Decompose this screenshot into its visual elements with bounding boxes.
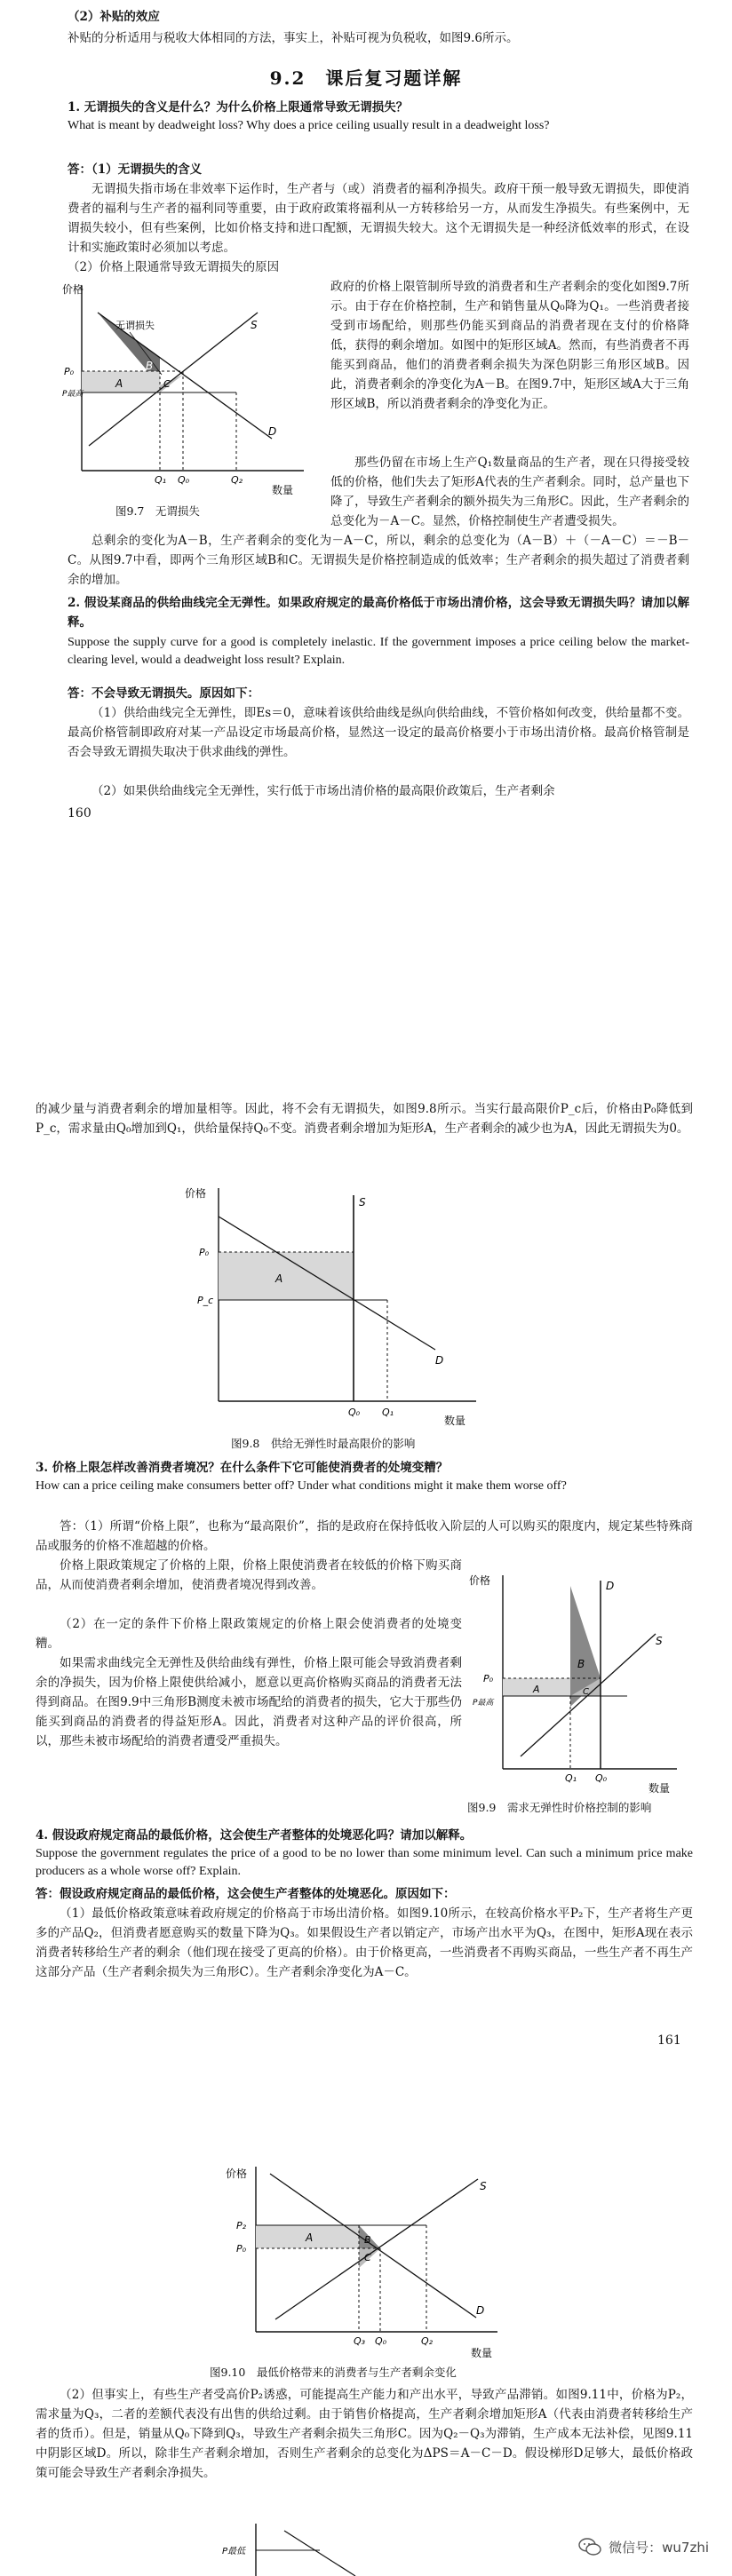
q1-answer-p2a: 政府的价格上限管制所导致的消费者和生产者剩余的变化如图9.7所示。由于存在价格控制，生产和销售量从Q₀降为Q₁。一些消费者接受到市场配给，则那些仍能买到商品的消费者现在支付的价格降低，获得的剩余增加。如图中的矩形区域A。然而，有些消费者不再能买到商品，他们的消费者剩余损失为深色阴影三角形区域B。因此，消费者剩余的净变化为A－B。在图9.7中，矩形区域A大于三角形区域B，所以消费者剩余的净变化为正。 bbox=[330, 280, 689, 411]
figure-9-8 bbox=[178, 1174, 497, 1431]
subsidy-text: 补贴的分析适用与税收大体相同的方法，事实上，补贴可视为负税收，如图9.6所示。 bbox=[68, 31, 519, 45]
fig97-caption: 图9.7 无谓损失 bbox=[115, 504, 200, 518]
fig99-q1: Q₁ bbox=[565, 1772, 577, 1784]
q2-answer-heading: 答：不会导致无谓损失。原因如下： bbox=[68, 686, 259, 701]
q4-question-en: Suppose the government regulates the price of a good to be no lower than some minimum level. Can such a minimum price make producers as a whole worse off? Explain. bbox=[36, 1847, 693, 1878]
fig99-a: A bbox=[533, 1684, 540, 1695]
watermark bbox=[578, 2537, 709, 2556]
page-161 bbox=[0, 1092, 732, 2131]
q1-answer-sub2: （2）价格上限通常导致无谓损失的原因 bbox=[68, 260, 280, 274]
q2-answer-p2: （2）如果供给曲线完全无弹性，实行低于市场出清价格的最高限价政策后，生产者剩余 bbox=[92, 784, 555, 798]
page-number-160: 160 bbox=[68, 806, 92, 820]
fig98-pc: P_c bbox=[197, 1295, 214, 1306]
fig910-caption: 图9.10 最低价格带来的消费者与生产者剩余变化 bbox=[210, 2366, 457, 2379]
q3-question-en: How can a price ceiling make consumers better off? Under what conditions might it make them worse off? bbox=[36, 1479, 567, 1493]
watermark-text: 微信号：wu7zhi bbox=[609, 2539, 709, 2556]
fig910-d: D bbox=[476, 2304, 485, 2317]
page-162 bbox=[0, 2158, 732, 2576]
fig910-a: A bbox=[306, 2231, 314, 2244]
section-title: 9.2 课后复习题详解 bbox=[269, 67, 463, 89]
fig99-xlabel: 数量 bbox=[648, 1782, 671, 1795]
fig99-q0: Q₀ bbox=[595, 1772, 608, 1784]
q2-answer-continued: 的减少量与消费者剩余的增加量相等。因此，将不会有无谓损失，如图9.8所示。当实行最高限价P_c后，价格由P₀降低到P_c，需求量由Q₀增加到Q₁，供给量保持Q₀不变。消费者剩余增加为矩形A，生产者剩余的减少也为A，因此无谓损失为0。 bbox=[36, 1102, 693, 1136]
fig910-q3: Q₃ bbox=[354, 2335, 366, 2347]
fig910-p0: P₀ bbox=[236, 2243, 247, 2255]
fig98-ylabel: 价格 bbox=[185, 1187, 207, 1200]
fig910-q0: Q₀ bbox=[375, 2335, 387, 2347]
fig98-xlabel: 数量 bbox=[444, 1415, 466, 1427]
fig97-xlabel: 数量 bbox=[272, 484, 294, 496]
q1-question-en: What is meant by deadweight loss? Why does a price ceiling usually result in a deadweight loss? bbox=[68, 119, 550, 132]
q3-answer-p4: 如果需求曲线完全无弹性及供给曲线有弹性，价格上限可能会导致消费者剩余的净损失，因为价格上限使供给减小，愿意以更高价格购买商品的消费者无法得到商品。在图9.9中三角形B测度未被市场配给的消费者的损失，它大于那些仍能买到商品的消费者的得益矩形A。因此，消费者对这种产品的评价很高，所以，那些未被市场配给的消费者遭受严重损失。 bbox=[36, 1656, 462, 1748]
fig98-d: D bbox=[435, 1354, 444, 1367]
q1-answer-p2b: 那些仍留在市场上生产Q₁数量商品的生产者，现在只得接受较低的价格，他们失去了矩形A代表的生产者剩余。同时，总产量也下降了，导致生产者剩余的额外损失为三角形C。因此，生产者剩余的总变化为－A－C。显然，价格控制使生产者遭受损失。 bbox=[330, 456, 689, 528]
fig99-d: D bbox=[606, 1580, 615, 1592]
wechat-icon bbox=[578, 2537, 601, 2556]
fig97-pmax: P最高 bbox=[62, 390, 84, 399]
q1-question: 1. 无谓损失的含义是什么？为什么价格上限通常导致无谓损失？ bbox=[68, 100, 409, 115]
fig99-caption: 图9.9 需求无弹性时价格控制的影响 bbox=[467, 1801, 652, 1814]
figure-9-10 bbox=[213, 2158, 515, 2367]
area-a bbox=[219, 1252, 354, 1300]
fig98-s: S bbox=[359, 1196, 366, 1209]
demand-curve bbox=[284, 2531, 355, 2576]
fig97-p0: P₀ bbox=[64, 366, 75, 377]
page-number-161: 161 bbox=[657, 2033, 681, 2048]
page-160 bbox=[0, 0, 732, 1039]
fig97-q1: Q₁ bbox=[155, 474, 167, 486]
fig98-q0: Q₀ bbox=[348, 1407, 361, 1418]
q1-answer-p1: 无谓损失指市场在非效率下运作时，生产者与（或）消费者的福利净损失。政府干预一般导致无谓损失，即使消费者的福利与生产者的福利同等重要，由于政府政策将福利从一方转移给另一方，从而发生净损失。有些案例中，无谓损失较小，但有些案例，比如价格支持和进口配额，无谓损失较大。这个无谓损失是一种经济低效率的形式，在设计和实施政策时必须加以考虑。 bbox=[68, 182, 689, 255]
q3-answer-p3: （2）在一定的条件下价格上限政策规定的价格上限会使消费者的处境变糟。 bbox=[36, 1617, 462, 1651]
q4-answer-heading: 答：假设政府规定商品的最低价格，这会使生产者整体的处境恶化。原因如下： bbox=[36, 1887, 456, 1901]
fig98-q1: Q₁ bbox=[382, 1407, 394, 1418]
q1-answer-p2c: 总剩余的变化为A－B，生产者剩余的变化为－A－C，所以，剩余的总变化为（A－B）＋（－A－C）＝－B－C。从图9.7中看，即两个三角形区域B和C。无谓损失是价格控制造成的低效率；生产者剩余的损失超过了消费者剩余的增加。 bbox=[68, 534, 689, 587]
figure-9-11-partial bbox=[213, 2515, 391, 2576]
q2-answer-p1: （1）供给曲线完全无弹性，即Es＝0，意味着该供给曲线是纵向供给曲线，不管价格如何改变，供给量都不变。最高价格管制即政府对某一产品设定市场最高价格，显然这一设定的最高价格要小于市场出清价格。最高价格管制是否会导致无谓损失取决于供求曲线的弹性。 bbox=[68, 706, 689, 759]
subsidy-heading: （2）补贴的效应 bbox=[68, 10, 160, 24]
fig910-c: C bbox=[364, 2252, 371, 2263]
fig97-b: B bbox=[146, 360, 154, 372]
q2-question-en: Suppose the supply curve for a good is completely inelastic. If the government imposes a price ceiling below the market-clearing level, would a deadweight loss result? Explain. bbox=[68, 636, 689, 667]
q3-answer-p2: 价格上限政策规定了价格的上限，价格上限使消费者在较低的价格下购买商品，从而使消费者剩余增加，使消费者境况得到改善。 bbox=[36, 1558, 462, 1592]
fig99-b: B bbox=[577, 1658, 585, 1670]
fig97-c: C bbox=[163, 378, 171, 390]
fig910-s: S bbox=[480, 2180, 487, 2192]
fig911-pmin: P最低 bbox=[222, 2547, 246, 2556]
fig910-ylabel: 价格 bbox=[226, 2168, 248, 2180]
fig98-p0: P₀ bbox=[199, 1247, 210, 1258]
fig99-c: C bbox=[583, 1687, 589, 1697]
fig99-pmax: P最高 bbox=[473, 1699, 494, 1708]
q2-question: 2. 假设某商品的供给曲线完全无弹性。如果政府规定的最高价格低于市场出清价格，这会导致无谓损失吗？请加以解释。 bbox=[68, 596, 689, 630]
figure-9-9 bbox=[467, 1559, 698, 1799]
fig910-q2: Q₂ bbox=[421, 2335, 434, 2347]
q3-question: 3. 价格上限怎样改善消费者境况？在什么条件下它可能使消费者的处境变糟？ bbox=[36, 1461, 449, 1475]
q4-question: 4. 假设政府规定商品的最低价格，这会使生产者整体的处境恶化吗？请加以解释。 bbox=[36, 1828, 473, 1843]
fig99-ylabel: 价格 bbox=[469, 1574, 491, 1587]
q4-answer-p2: （2）但事实上，有些生产者受高价P₂诱惑，可能提高生产能力和产出水平，导致产品滞销。如图9.11中，价格为P₂，需求量为Q₃，二者的差额代表没有出售的供给过剩。由于销售价格提高，生产者剩余增加矩形A（代表由消费者转移给生产者的货币）。但是，销量从Q₀下降到Q₃，导致生产者剩余损失三角形C。因为Q₂－Q₃为滞销，生产成本无法补偿，见图9.11中阴影区域D。所以，除非生产者剩余增加，否则生产者剩余的总变化为ΔPS＝A－C－D。假设梯形D足够大，最低价格政策可能会导致生产者剩余净损失。 bbox=[36, 2388, 693, 2480]
fig97-s: S bbox=[251, 319, 258, 331]
q3-answer-p1: 答：（1）所谓“价格上限”，也称为“最高限价”，指的是政府在保持低收入阶层的人可以购买的限度内，规定某些特殊商品或服务的价格不准超越的价格。 bbox=[36, 1519, 693, 1553]
fig98-a: A bbox=[275, 1272, 283, 1285]
fig99-p0: P₀ bbox=[483, 1673, 494, 1684]
fig97-a: A bbox=[115, 377, 123, 390]
fig99-s: S bbox=[656, 1635, 663, 1647]
fig97-q0: Q₀ bbox=[178, 474, 190, 486]
fig910-p2: P₂ bbox=[236, 2220, 247, 2231]
fig97-ylabel: 价格 bbox=[62, 283, 84, 296]
fig97-q2: Q₂ bbox=[231, 474, 243, 486]
q4-answer-p1: （1）最低价格政策意味着政府规定的价格高于市场出清价格。如图9.10所示，在较高价格水平P₂下，生产者将生产更多的产品Q₂，但消费者愿意购买的数量下降为Q₃。如果假设生产者以销定产，市场产出水平为Q₃，在图中，矩形A现在表示消费者转移给生产者的剩余（他们现在接受了更高的价格）。由于价格更高，一些消费者不再购买商品，一些生产者不再生产这部分产品（生产者剩余损失为三角形C）。生产者剩余净变化为A－C。 bbox=[36, 1906, 693, 1979]
q1-answer-heading: 答：（1）无谓损失的含义 bbox=[68, 162, 203, 177]
fig97-d: D bbox=[268, 425, 277, 438]
fig910-xlabel: 数量 bbox=[471, 2347, 493, 2359]
fig98-caption: 图9.8 供给无弹性时最高限价的影响 bbox=[231, 1437, 416, 1450]
fig910-b: B bbox=[364, 2234, 371, 2246]
figure-9-7 bbox=[62, 277, 320, 499]
fig97-dwl-label: 无谓损失 bbox=[115, 320, 155, 331]
